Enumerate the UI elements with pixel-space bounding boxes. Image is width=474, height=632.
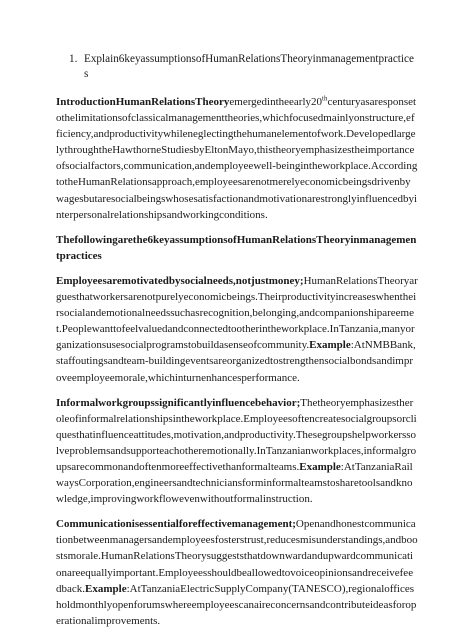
example-text: :AtTanzaniaRailwaysCorporation,engineersandtechniciansforminformalteamstosharetoolsandknowledge,improvingworkflowevenwithoutformalinstruction. — [56, 460, 413, 506]
assumption-title: Informalworkgroupssignificantlyinfluencebehavior; — [56, 396, 301, 409]
assumption-title: Employeesaremotivatedbysocialneeds,notjustmoney; — [56, 274, 304, 287]
example-text: :AtTanzaniaElectricSupplyCompany(TANESCO),regionalofficesholdmonthlyopenforumswhereemployeescanaireconcernsandcontributeideasforoperationalimprovements. — [56, 582, 417, 627]
example-label: Example — [309, 339, 351, 352]
assumptions-heading: Thefollowingarethe6keyassumptionsofHumanRelationsTheoryinmanagementpractices — [56, 233, 417, 262]
assumption-body: HumanRelationsTheoryarguesthatworkersarenotpurelyeconomicbeings.Theirproductivityincreaseswhentheirsocialandemotionalneedssuchasrecognition,belonging,andcompanionshipareemet.Peoplewanttofeelvaluedandconnectedtootherintheworkplace.InTanzania,manyorganizationsusesocialprogramstobuildasenseofcommunity. — [56, 274, 418, 352]
intro-superscript: th — [322, 94, 328, 103]
example-label: Example — [299, 460, 341, 473]
question-text: Explain6keyassumptionsofHumanRelationsTheoryinmanagementpractices — [84, 53, 414, 80]
intro-text-a: emergedintheearly20 — [229, 96, 323, 108]
assumption-paragraph — [56, 273, 418, 386]
question-number: 1. — [69, 53, 78, 65]
intro-paragraph — [56, 94, 418, 223]
assumption-body: Openandhonestcommunicationbetweenmanagersandemployeesfosterstrust,reducesmisunderstandings,andboostsmorale.HumanRelationsTheorysuggeststhatdownwardandupwardcommunicationareequallyimportant.Employeesshouldbeallowedtovoiceopinionsandreceivefeedback. — [56, 518, 418, 595]
question-item — [69, 52, 418, 82]
example-text: :AtNMBBank,staffoutingsandteam-buildingeventsareorganizedtostrengthensocialbondsandimproveemployeemorale,whichinturnenhancesperformance. — [56, 339, 416, 384]
assumption-paragraph — [56, 395, 418, 508]
example-label: Example — [85, 582, 127, 595]
assumption-paragraph — [56, 516, 418, 629]
intro-text-b: centuryasaresponsetothelimitationsofclassicalmanagementtheories,whichfocusedmainlyonstructure,efficiency,andproductivitywhileneglectingthehumanelementofwork.DevelopedlargelythroughtheHawthorneStudiesbyEltonMayo,thistheoryemphasizestheimportanceofsocialfactors,communication,andemployeewell-beingintheworkplace.AccordingtotheHumanRelationsapproach,employeesarenotmerelyeconomicbeingsdrivenbywagesbutaresocialbeingswhosesatisfactionandmotivationarestronglyinfluencedbyinterpersonalrelationshipsandworkingconditions. — [56, 96, 418, 221]
assumption-body: Thetheoryemphasizestheroleofinformalrelationshipsintheworkplace.Employeesoftencreatesocialgroupsorcliquesthatinfluenceattitudes,motivation,andproductivity.Thesegroupshelpworkerssolveproblemsandsupporteachotheremotionally.InTanzanianworkplaces,informalgroupsarecommonandoftenmoreeffectivethanformalteams. — [56, 396, 417, 473]
intro-label: IntroductionHumanRelationsTheory — [56, 96, 230, 108]
assumption-title: Communicationisessentialforeffectivemanagement; — [56, 518, 296, 531]
